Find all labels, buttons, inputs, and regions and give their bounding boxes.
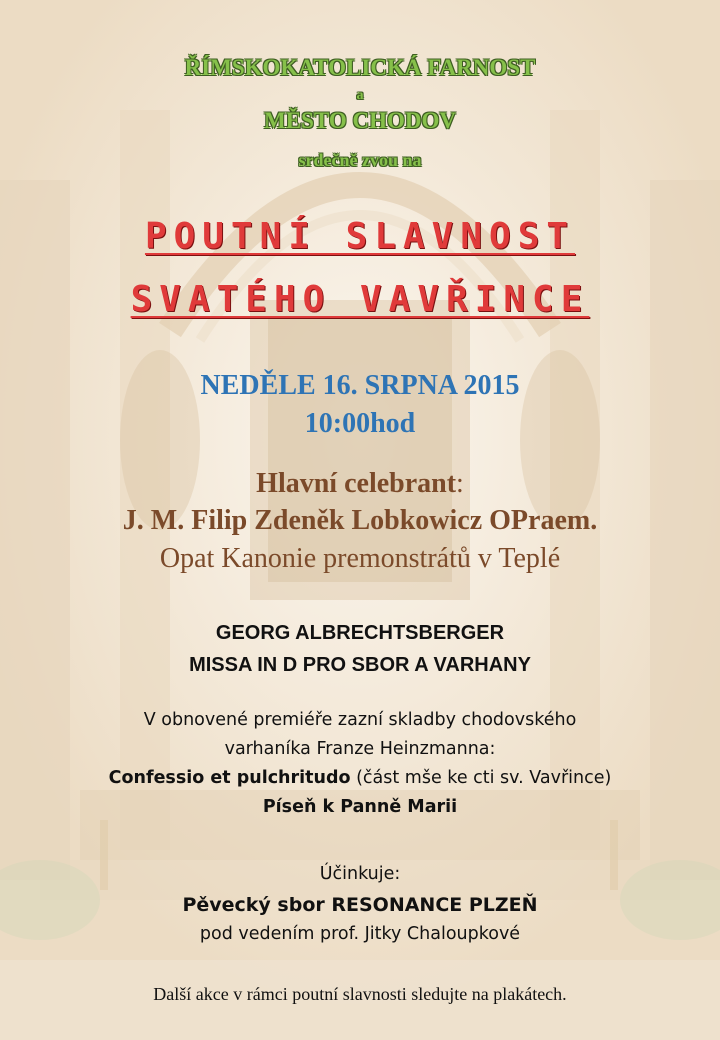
piece-1-note: (část mše ke cti sv. Vavřince) [350,768,612,788]
celebrant-heading [0,468,720,500]
performers-label: Účinkuje: [319,864,401,884]
celebrant-name: J. M. Filip Zdeněk Lobkowicz OPraem. [122,505,598,536]
title-line-1: POUTNÍ SLAVNOST [144,216,576,257]
piece-2-title: Píseň k Panně Marii [262,797,458,817]
event-time: 10:00hod [304,408,416,439]
celebrant-label: Hlavní celebrant [256,468,457,499]
piece-1 [0,768,720,788]
title-line-2: SVATÉHO VAVŘINCE [130,279,590,320]
conjunction-and: a [356,88,364,103]
piece-1-title: Confessio et pulchritudo [108,768,351,788]
celebrant-role: Opat Kanonie premonstrátů v Teplé [159,543,561,574]
choir-prefix: Pěvecký sbor [182,894,332,916]
mass-title: MISSA IN D PRO SBOR A VARHANY [189,654,531,676]
premiere-line-1: V obnovené premiéře zazní skladby chodovského [143,710,577,730]
composer: GEORG ALBRECHTSBERGER [215,622,505,644]
conductor: pod vedením prof. Jitky Chaloupkové [199,924,521,944]
choir [0,894,720,916]
event-date: NEDĚLE 16. SRPNA 2015 [200,370,520,401]
choir-name: RESONANCE PLZEŇ [331,894,538,916]
parish-name: ŘÍMSKOKATOLICKÁ FARNOST [184,55,536,80]
invitation-text: srdečně zvou na [298,150,422,170]
town-name: MĚSTO CHODOV [264,108,456,133]
celebrant-colon: : [456,468,464,499]
footer-note: Další akce v rámci poutní slavnosti sledujte na plakátech. [153,984,567,1004]
premiere-line-2: varhaníka Franze Heinzmanna: [224,739,496,759]
